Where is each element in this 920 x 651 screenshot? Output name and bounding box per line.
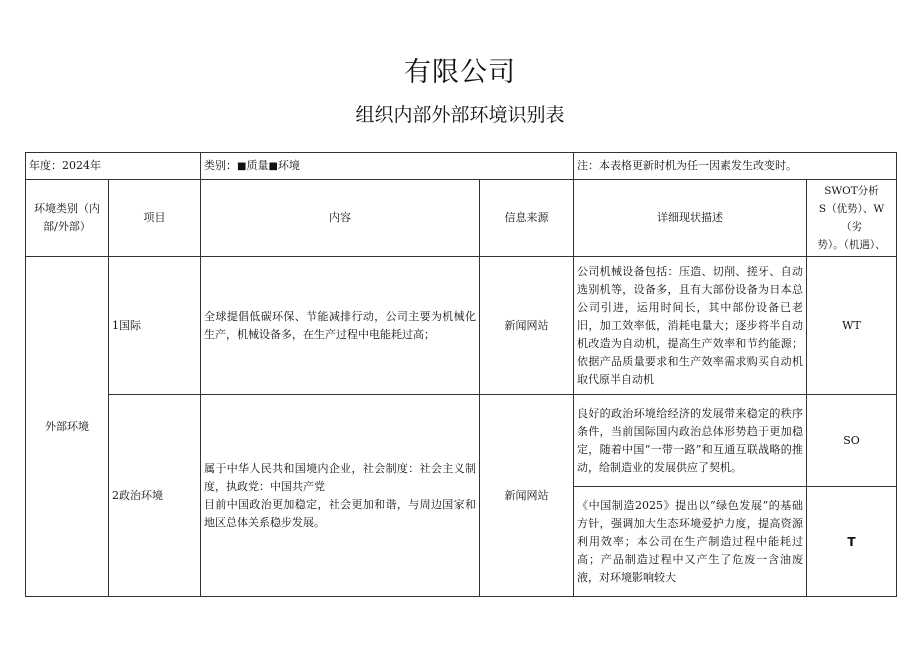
swot-header-line: S（优势）、W（劣 xyxy=(818,203,885,233)
detail-cell: 良好的政治环境给经济的发展带来稳定的秩序条件，当前国际国内政治总体形势趋于更加稳定，随着中国“一带一路”和互通互联战略的推动，给制造业的发展供应了契机。 xyxy=(574,395,807,487)
company-name: 有限公司 xyxy=(404,57,516,88)
category-quality: 质量 xyxy=(246,158,269,172)
category-prefix: 类别： xyxy=(204,158,237,172)
col-type-header: 环境类别（内部/外部） xyxy=(26,180,109,257)
swot-cell: WT xyxy=(807,257,897,395)
col-source-header: 信息来源 xyxy=(480,180,574,257)
content-cell: 属于中华人民共和国境内企业，社会制度：社会主义制度，执政党：中国共产党 目前中国政治更加稳定，社会更加和谐，与周边国家和地区总体关系稳步发展。 xyxy=(201,395,480,597)
col-content-header: 内容 xyxy=(201,180,480,257)
swot-header-line: 势）。（机遇）、 xyxy=(817,239,886,251)
swot-header-line: SWOT分析 xyxy=(824,185,879,197)
item-cell: 2政治环境 xyxy=(109,395,201,597)
header-row xyxy=(26,180,897,257)
environment-table xyxy=(25,152,897,597)
source-cell: 新闻网站 xyxy=(480,395,574,597)
source-cell: 新闻网站 xyxy=(480,257,574,395)
swot-cell: T xyxy=(807,487,897,597)
form-title: 组织内部外部环境识别表 xyxy=(355,104,565,126)
detail-cell: 公司机械设备包括：压造、切削、搓牙、自动选别机等，设备多，且有大部份设备为日本总公司引进，运用时间长，其中部份设备已老旧，加工效率低，消耗电量大；逐步将半自动机改造为自动机，提高生产效率和节约能源；依据产品质量要求和生产效率需求购买自动机取代原半自动机 xyxy=(574,257,807,395)
info-row xyxy=(26,153,897,180)
filled-square-icon: ■ xyxy=(237,160,247,172)
table-row xyxy=(26,257,897,395)
table-row xyxy=(26,395,897,487)
swot-cell: SO xyxy=(807,395,897,487)
col-swot-header xyxy=(807,180,897,257)
note-cell: 注：本表格更新时机为任一因素发生改变时。 xyxy=(574,153,897,180)
col-detail-header: 详细现状描述 xyxy=(574,180,807,257)
item-cell: 1国际 xyxy=(109,257,201,395)
filled-square-icon: ■ xyxy=(268,160,278,172)
year-cell: 年度：2024年 xyxy=(26,153,201,180)
col-item-header: 项目 xyxy=(109,180,201,257)
detail-cell: 《中国制造2025》提出以“绿色发展”的基础方针，强调加大生态环境爱护力度，提高资源利用效率；本公司在生产制造过程中能耗过高；产品制造过程中又产生了危废一含油废液，对环境影响较大 xyxy=(574,487,807,597)
category-cell xyxy=(201,153,574,180)
content-cell: 全球提倡低碳环保、节能减排行动，公司主要为机械化生产，机械设备多，在生产过程中电能耗过高； xyxy=(201,257,480,395)
category-environment: 环境 xyxy=(277,158,300,172)
group-external: 外部环境 xyxy=(26,257,109,597)
